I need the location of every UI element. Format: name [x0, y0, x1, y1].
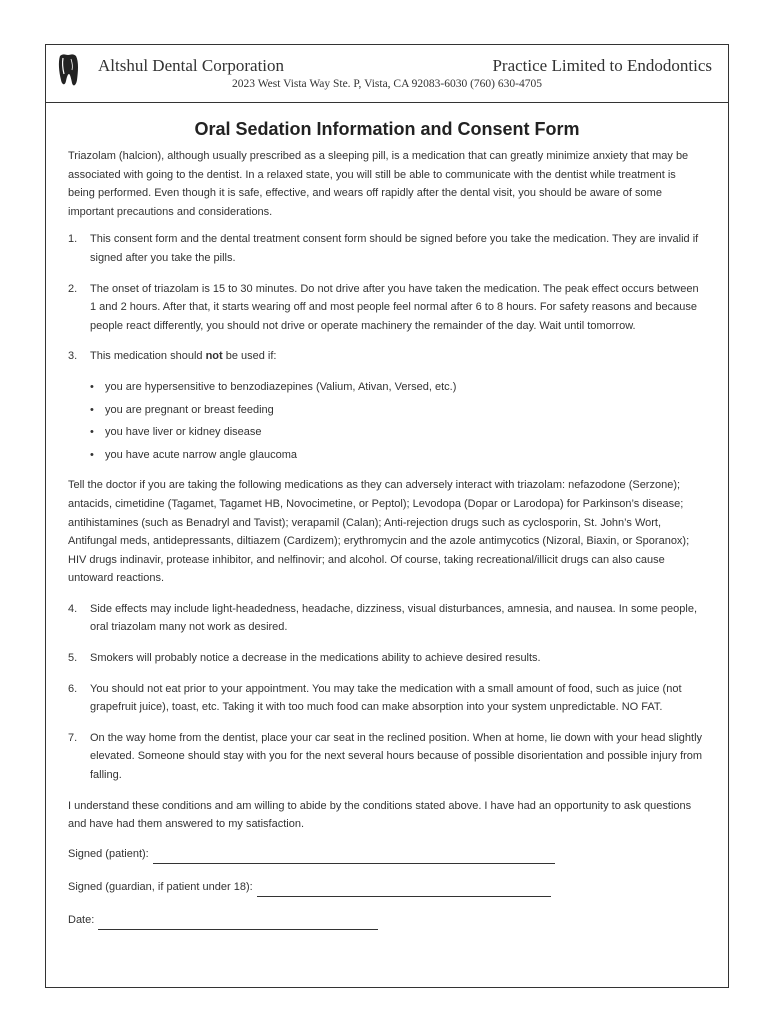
list-item — [68, 680, 704, 717]
list-item — [90, 401, 704, 420]
guardian-signature-label: Signed (guardian, if patient under 18): — [68, 881, 253, 894]
interactions-paragraph: Tell the doctor if you are taking the following medications as they can adversely interact with triazolam: nefazodone (Serzone); antacids, cimetidine (Tagamet, Tagamet HB, Novocimetine, or Peptol); Levodopa (Dopar or Larodopa) for Parkinson’s disease; antihistamines (such as Benadryl and Tavist); verapamil (Calan); Anti-rejection drugs such as cyclosporin, St. John’s Wort, Antifungal meds, antidepressants, diltiazem (Cardizem); erythromycin and the azole antimycotics (Nizoral, Biaxin, or Sporanox); HIV drugs indinavir, protease inhibitor, and nelfinovir; and alcohol. Of course, taking recreational/illicit drugs can also cause untoward reactions. — [68, 479, 690, 585]
item-text: Smokers will probably notice a decrease in the medications ability to achieve desired results. — [90, 652, 541, 665]
patient-signature-label: Signed (patient): — [68, 848, 149, 861]
item-text-emphasis: not — [205, 350, 223, 363]
item-text: Side effects may include light-headedness, headache, dizziness, visual disturbances, amnesia, and nausea. In some people, oral triazolam many not work as desired. — [90, 602, 698, 634]
contraindication-list — [90, 378, 704, 464]
bullet-text: you have liver or kidney disease — [105, 426, 262, 439]
item-number: 5. — [68, 652, 78, 665]
bullet-text: you are hypersensitive to benzodiazepines (Valium, Ativan, Versed, etc.) — [105, 380, 457, 393]
item-text-part: be used if: — [222, 350, 277, 363]
patient-signature-row — [68, 846, 704, 864]
page-title: Oral Sedation Information and Consent Form — [194, 119, 580, 139]
list-item — [90, 378, 704, 397]
date-field[interactable] — [98, 916, 378, 930]
bullet-icon: • — [90, 448, 94, 461]
item-number: 3. — [68, 350, 78, 363]
intro-paragraph: Triazolam (halcion), although usually prescribed as a sleeping pill, is a medication that can greatly minimize anxiety that may be associated with going to the dentist. In a relaxed state, you will still be able to communicate with the dentist while treatment is being performed. Even though it is safe, effective, and wears off rapidly after the dental visit, you should be aware of some important precautions and considerations. — [68, 150, 689, 218]
bullet-text: you have acute narrow angle glaucoma — [105, 448, 298, 461]
list-item — [68, 280, 704, 336]
guardian-signature-field[interactable] — [257, 883, 551, 897]
item-number: 6. — [68, 682, 78, 695]
guardian-signature-row — [68, 879, 704, 897]
item-number: 1. — [68, 233, 78, 246]
item-text: On the way home from the dentist, place your car seat in the reclined position. When at home, lie down with your head slightly elevated. Someone should stay with you for the next several hours because of possible disorientation and possible injury from falling. — [90, 731, 703, 782]
item-text-part: This medication should — [90, 350, 206, 363]
list-item — [90, 446, 704, 465]
date-row — [68, 912, 704, 930]
item-number: 7. — [68, 731, 78, 744]
form-body — [68, 147, 704, 945]
letterhead — [46, 45, 728, 103]
item-text — [90, 347, 704, 366]
form-frame — [45, 44, 729, 988]
bullet-text: you are pregnant or breast feeding — [105, 403, 274, 416]
item-number: 4. — [68, 602, 78, 615]
list-item — [68, 347, 704, 366]
list-item — [68, 600, 704, 637]
bullet-icon: • — [90, 380, 94, 393]
acknowledgement-paragraph: I understand these conditions and am willing to abide by the conditions stated above. I have had an opportunity to ask questions and have had them answered to my satisfaction. — [68, 799, 692, 831]
item-number: 2. — [68, 282, 78, 295]
bullet-icon: • — [90, 426, 94, 439]
item-text: You should not eat prior to your appointment. You may take the medication with a small amount of food, such as juice (not grapefruit juice), toast, etc. Taking it with too much food can make absorption into your system unpredictable. NO FAT. — [90, 682, 682, 714]
item-text: The onset of triazolam is 15 to 30 minutes. Do not drive after you have taken the medication. The peak effect occurs between 1 and 2 hours. After that, it starts wearing off and most people feel normal after 6 to 8 hours. For safety reasons and because people react differently, you should not drive or operate machinery the remainder of the day. Wait until tomorrow. — [90, 282, 699, 332]
company-name: Altshul Dental Corporation — [98, 56, 285, 75]
list-item — [68, 230, 704, 267]
list-item — [90, 423, 704, 442]
date-label: Date: — [68, 914, 95, 927]
practice-address: 2023 West Vista Way Ste. P, Vista, CA 92083-6030 (760) 630-4705 — [232, 78, 542, 90]
list-item — [68, 729, 704, 785]
bullet-icon: • — [90, 403, 94, 416]
practice-specialty: Practice Limited to Endodontics — [492, 56, 712, 75]
list-item — [68, 649, 704, 668]
patient-signature-field[interactable] — [153, 850, 555, 864]
item-text: This consent form and the dental treatment consent form should be signed before you take the medication. They are invalid if signed after you take the pills. — [90, 233, 699, 264]
